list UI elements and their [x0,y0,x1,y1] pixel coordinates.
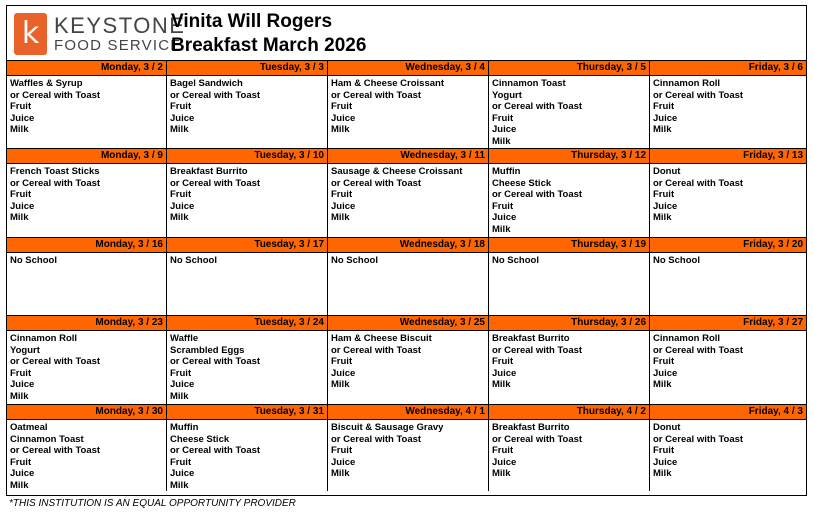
menu-item: No School [10,255,57,266]
menu-item: Fruit [492,356,514,368]
day-cell [328,61,489,149]
menu-item: Fruit [331,445,353,457]
menu-item: Fruit [331,356,353,368]
calendar-header [7,6,806,60]
day-cell [489,316,650,405]
school-name: Vinita Will Rogers [171,11,333,32]
menu-items [489,420,649,480]
menu-item: Juice [10,379,35,391]
menu-items [489,164,649,236]
menu-item: Milk [10,479,29,491]
menu-item: or Cereal with Toast [492,101,583,113]
day-header: Tuesday, 3 / 24 [167,316,327,331]
day-cell [650,238,806,316]
day-cell [7,238,167,316]
menu-item: Waffles & Syrup [10,78,83,89]
day-header: Tuesday, 3 / 17 [167,238,327,253]
menu-item: No School [331,255,378,266]
menu-item: or Cereal with Toast [331,177,422,189]
menu-item: Fruit [10,456,32,468]
menu-item: or Cereal with Toast [331,89,422,101]
day-header: Thursday, 3 / 19 [489,238,649,253]
menu-item: or Cereal with Toast [10,356,101,368]
menu-item: Juice [653,112,678,124]
day-cell [489,238,650,316]
menu-item: Cinnamon Roll [653,78,721,89]
day-cell [650,405,806,491]
menu-item: Milk [331,124,350,136]
menu-item: Fruit [492,445,514,457]
menu-item: or Cereal with Toast [653,89,744,101]
menu-items [489,253,649,267]
menu-item: or Cereal with Toast [170,177,261,189]
menu-item: Juice [331,456,356,468]
day-cell [328,316,489,405]
menu-items [650,420,806,480]
menu-items [650,164,806,224]
menu-items [167,76,327,136]
menu-item: Juice [653,200,678,212]
menu-items [328,164,488,224]
menu-items [328,253,488,267]
day-header: Monday, 3 / 23 [7,316,166,331]
menu-item: Milk [653,124,672,136]
menu-item: Milk [170,124,189,136]
day-header: Tuesday, 3 / 3 [167,61,327,76]
menu-item: Yogurt [10,344,40,356]
day-cell [7,316,167,405]
menu-item: or Cereal with Toast [492,344,583,356]
menu-item: No School [170,255,217,266]
menu-item: Juice [331,367,356,379]
menu-item: or Cereal with Toast [170,356,261,368]
day-header: Wednesday, 4 / 1 [328,405,488,420]
menu-item: Fruit [653,356,675,368]
menu-item: Milk [170,390,189,402]
day-cell [7,61,167,149]
day-cell [7,149,167,238]
menu-item: Juice [170,379,195,391]
menu-item: Waffle [170,333,199,344]
menu-item: Milk [331,468,350,480]
day-header: Wednesday, 3 / 4 [328,61,488,76]
day-header: Tuesday, 3 / 10 [167,149,327,164]
menu-items [7,253,166,267]
menu-item: Fruit [331,101,353,113]
menu-item: or Cereal with Toast [653,433,744,445]
day-header: Tuesday, 3 / 31 [167,405,327,420]
day-header: Monday, 3 / 30 [7,405,166,420]
menu-item: Fruit [653,445,675,457]
menu-item: or Cereal with Toast [331,433,422,445]
day-cell [328,405,489,491]
day-header: Monday, 3 / 9 [7,149,166,164]
day-header: Wednesday, 3 / 11 [328,149,488,164]
menu-item: Juice [492,456,517,468]
menu-items [328,76,488,136]
menu-item: Fruit [492,200,514,212]
menu-item: or Cereal with Toast [10,445,101,457]
menu-item: Juice [10,468,35,480]
menu-item: Milk [170,212,189,224]
day-header: Friday, 4 / 3 [650,405,806,420]
day-header: Friday, 3 / 13 [650,149,806,164]
menu-item: Juice [653,456,678,468]
menu-item: Juice [331,112,356,124]
menu-items [650,331,806,391]
menu-item: Cheese Stick [170,433,230,445]
menu-item: Ham & Cheese Biscuit [331,333,432,344]
menu-items [650,76,806,136]
menu-items [167,253,327,267]
menu-item: Yogurt [492,89,522,101]
menu-item: Fruit [170,189,192,201]
day-cell [167,149,328,238]
menu-item: Cinnamon Toast [10,433,84,445]
menu-items [328,331,488,391]
menu-calendar [6,5,807,496]
menu-item: Breakfast Burrito [492,333,570,344]
day-cell [489,61,650,149]
menu-item: Milk [331,379,350,391]
menu-item: Donut [653,166,681,177]
menu-item: Milk [492,135,511,147]
menu-item: or Cereal with Toast [170,89,261,101]
day-cell [328,149,489,238]
menu-item: Scrambled Eggs [170,344,245,356]
menu-item: Fruit [10,101,32,113]
menu-item: No School [653,255,700,266]
menu-item: No School [492,255,539,266]
menu-item: Fruit [170,101,192,113]
day-cell [328,238,489,316]
menu-item: Milk [10,124,29,136]
menu-item: Biscuit & Sausage Gravy [331,422,444,433]
menu-item: Bagel Sandwich [170,78,243,89]
day-cell [167,238,328,316]
menu-items [167,331,327,403]
day-header: Monday, 3 / 2 [7,61,166,76]
day-header: Friday, 3 / 6 [650,61,806,76]
menu-item: Oatmeal [10,422,48,433]
menu-item: Juice [170,468,195,480]
day-cell [489,405,650,491]
day-header: Monday, 3 / 16 [7,238,166,253]
menu-item: Juice [492,212,517,224]
day-header: Thursday, 4 / 2 [489,405,649,420]
menu-item: Cinnamon Roll [653,333,721,344]
menu-items [489,76,649,148]
menu-item: or Cereal with Toast [492,189,583,201]
menu-item: Cinnamon Roll [10,333,78,344]
menu-item: or Cereal with Toast [170,445,261,457]
day-header: Friday, 3 / 20 [650,238,806,253]
day-header: Thursday, 3 / 5 [489,61,649,76]
menu-item: Milk [10,390,29,402]
menu-item: Fruit [492,112,514,124]
menu-items [167,164,327,224]
menu-item: or Cereal with Toast [10,177,101,189]
menu-item: Donut [653,422,681,433]
menu-items [650,253,806,267]
brand-name: KEYSTONE [54,13,186,38]
menu-item: Fruit [170,367,192,379]
menu-items [7,420,166,491]
menu-item: Milk [170,479,189,491]
menu-item: Muffin [492,166,521,177]
brand-subtitle: FOOD SERVICE [54,37,182,54]
menu-item: Milk [492,379,511,391]
menu-items [7,331,166,403]
menu-item: Ham & Cheese Croissant [331,78,444,89]
menu-item: Fruit [10,367,32,379]
menu-item: French Toast Sticks [10,166,100,177]
menu-item: Juice [10,112,35,124]
menu-item: Juice [10,200,35,212]
menu-item: or Cereal with Toast [331,344,422,356]
menu-item: or Cereal with Toast [492,433,583,445]
day-header: Wednesday, 3 / 25 [328,316,488,331]
menu-items [7,164,166,224]
menu-item: Fruit [653,101,675,113]
day-cell [167,316,328,405]
menu-item: Juice [170,200,195,212]
menu-item: Milk [653,468,672,480]
day-header: Friday, 3 / 27 [650,316,806,331]
menu-item: or Cereal with Toast [653,177,744,189]
menu-item: Juice [331,200,356,212]
menu-item: Milk [653,379,672,391]
menu-items [489,331,649,391]
day-header: Thursday, 3 / 26 [489,316,649,331]
menu-item: Breakfast Burrito [170,166,248,177]
menu-items [7,76,166,136]
menu-item: Milk [492,468,511,480]
day-cell [7,405,167,491]
day-cell [489,149,650,238]
keystone-logo [14,13,186,55]
day-header: Wednesday, 3 / 18 [328,238,488,253]
menu-item: Sausage & Cheese Croissant [331,166,463,177]
page-title: Breakfast March 2026 [171,35,367,56]
day-cell [167,405,328,491]
menu-item: Breakfast Burrito [492,422,570,433]
menu-item: Juice [492,367,517,379]
menu-item: Cheese Stick [492,177,552,189]
menu-item: Muffin [170,422,199,433]
day-cell [650,149,806,238]
menu-items [167,420,327,491]
calendar-grid [7,60,806,491]
menu-item: Juice [653,367,678,379]
menu-item: or Cereal with Toast [10,89,101,101]
menu-item: Juice [492,124,517,136]
menu-item: Milk [492,223,511,235]
menu-items [328,420,488,480]
menu-item: Fruit [653,189,675,201]
menu-item: Fruit [170,456,192,468]
menu-item: Fruit [10,189,32,201]
title-block [171,10,366,58]
menu-item: Milk [10,212,29,224]
menu-item: Milk [331,212,350,224]
menu-item: Fruit [331,189,353,201]
day-cell [650,61,806,149]
equal-opportunity-note: *THIS INSTITUTION IS AN EQUAL OPPORTUNITY PROVIDER [9,498,296,509]
menu-item: Cinnamon Toast [492,78,566,89]
menu-item: Juice [170,112,195,124]
day-cell [167,61,328,149]
day-cell [650,316,806,405]
keystone-k-icon: k [14,13,47,55]
menu-item: Milk [653,212,672,224]
day-header: Thursday, 3 / 12 [489,149,649,164]
menu-item: or Cereal with Toast [653,344,744,356]
